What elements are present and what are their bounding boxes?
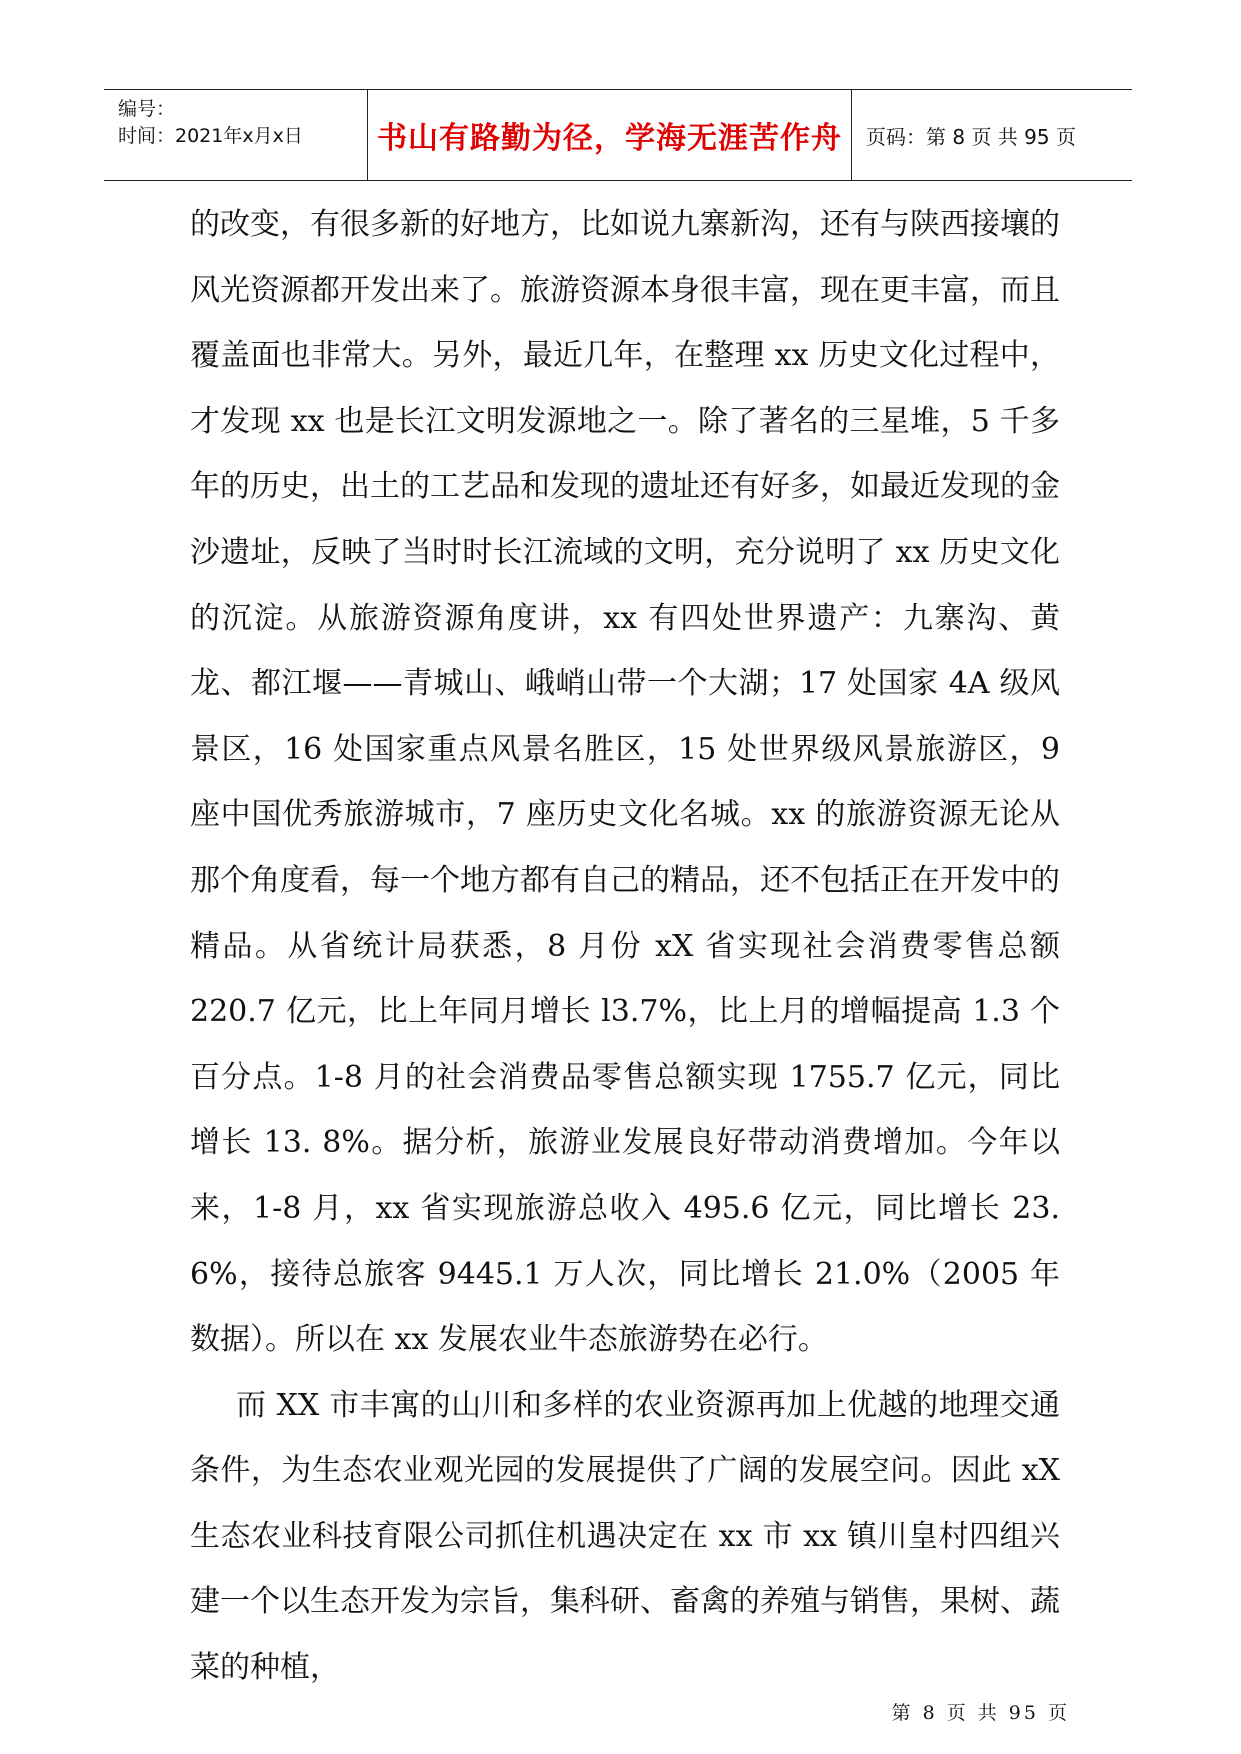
header-page-info: 页码：第 8 页 共 95 页 [866, 124, 1076, 149]
body-paragraph-1: 的改变，有很多新的好地方，比如说九寨新沟，还有与陕西接壤的风光资源都开发出来了。旅游资源本身很丰富，现在更丰富，而且覆盖面也非常大。另外，最近几年，在整理 xx 历史文化过程中，才发现 xx 也是长江文明发源地之一。除了著名的三星堆，5 千多年的历史，出土的工艺品和发现的遗址还有好多，如最近发现的金沙遗址，反映了当时时长江流域的文明，充分说明了 xx 历史文化的沉淀。从旅游资源角度讲，xx 有四处世界遗产：九寨沟、黄龙、都江堰——青城山、峨峭山带一个大湖；17 处国家 4A 级风景区，16 处国家重点风景名胜区，15 处世界级风景旅游区，9 座中国优秀旅游城市，7 座历史文化名城。xx 的旅游资源无论从那个角度看，每一个地方都有自己的精品，还不包括正在开发中的精品。从省统计局获悉，8 月份 xX 省实现社会消费零售总额 220.7 亿元，比上年同月增长 l3.7%，比上月的增幅提高 1.3 个百分点。1-8 月的社会消费品零售总额实现 1755.7 亿元，同比增长 13. 8%。据分析，旅游业发展良好带动消费增加。今年以来，1-8 月，xx 省实现旅游总收入 495.6 亿元，同比增长 23. 6%，接待总旅客 9445.1 万人次，同比增长 21.0%（2005 年数据）。所以在 xx 发展农业牛态旅游势在必行。 [190, 207, 1060, 1358]
page-header [104, 89, 1132, 181]
document-time-label: 时间：2021年x月x日 [118, 125, 303, 147]
document-body [190, 192, 1060, 1701]
body-paragraph-2: 而 XX 市丰寓的山川和多样的农业资源再加上优越的地理交通条件，为生态农业观光园的发展提供了广阔的发展空问。因此 xX 生态农业科技育限公司抓住机遇决定在 xx 市 xx 镇川皇村四组兴建一个以生态开发为宗旨，集科研、畜禽的养殖与销售，果树、蔬菜的种植， [190, 1387, 1060, 1686]
document-number-label: 编号： [118, 98, 176, 120]
page-footer: 第 8 页 共 95 页 [891, 1702, 1070, 1724]
header-meta [104, 90, 368, 180]
header-motto: 书山有路勤为径，学海无涯苦作舟 [368, 90, 852, 180]
